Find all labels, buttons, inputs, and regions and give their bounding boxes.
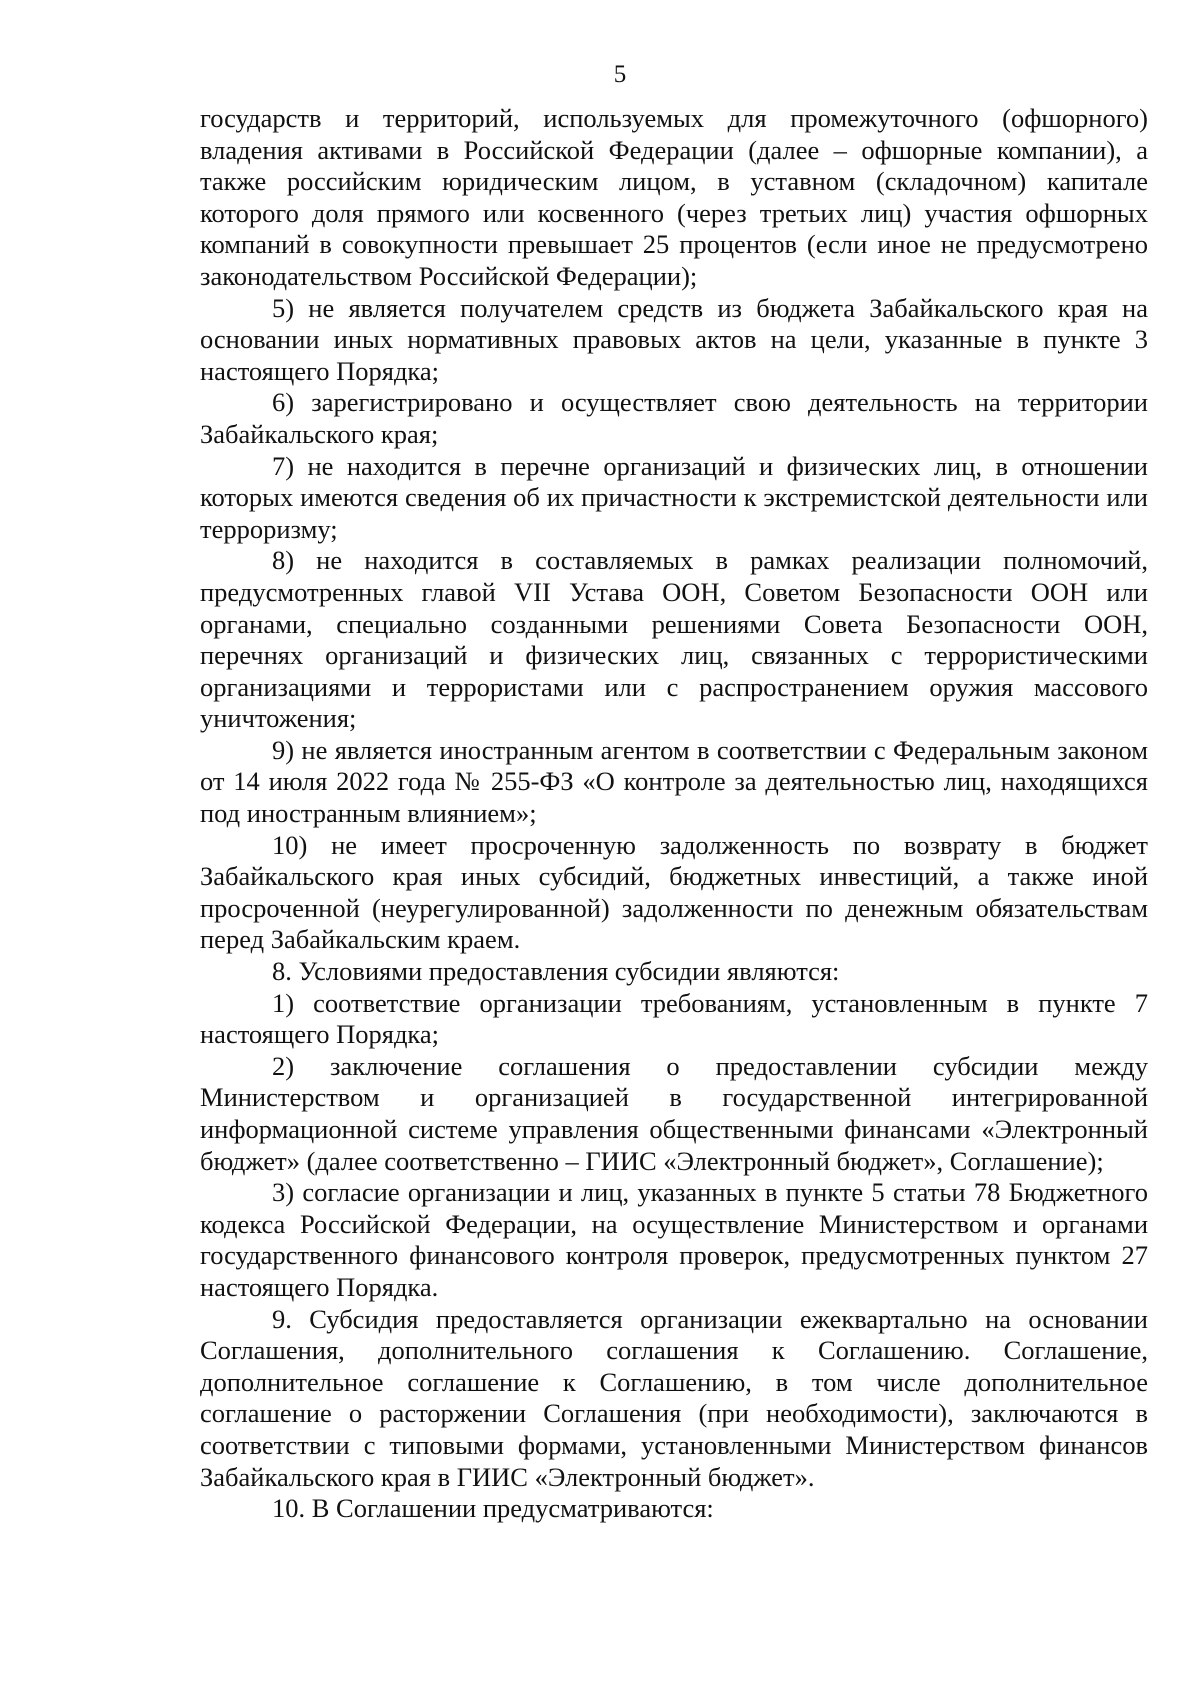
paragraph-section-8-heading: 8. Условиями предоставления субсидии являются: (272, 956, 840, 987)
paragraph-section-9: 9. Субсидия предоставляется организации ежеквартально на основании Соглашения, дополнительного соглашения к Соглашению. Соглашение, дополнительное соглашение к Соглашению, в том числе дополнительное соглашение о расторжении Соглашения (при необходимости), заключаются в соответствии с типовыми формами, установленными Министерством финансов Забайкальского края в ГИИС «Электронный бюджет». (200, 1303, 1148, 1492)
paragraph-item-8: 8) не находится в составляемых в рамках реализации полномочий, предусмотренных главой VII Устава ООН, Советом Безопасности ООН или органами, специально созданными решениями Совета Безопасности ООН, перечнях организаций и физических лиц, связанных с террористическими организациями и террористами или с распространением оружия массового уничтожения; (200, 545, 1148, 734)
paragraph-item-9: 9) не является иностранным агентом в соответствии с Федеральным законом от 14 июля 2022 года № 255-ФЗ «О контроле за деятельностью лиц, находящихся под иностранным влиянием»; (200, 734, 1148, 829)
paragraph-section-10-heading: 10. В Соглашении предусматриваются: (272, 1493, 714, 1524)
paragraph-offshore-continuation: государств и территорий, используемых для промежуточного (офшорного) владения активами в Российской Федерации (далее – офшорные компании), а также российским юридическим лицом, в уставном (складочном) капитале которого доля прямого или косвенного (через третьих лиц) участия офшорных компаний в совокупности превышает 25 процентов (если иное не предусмотрено законодательством Российской Федерации); (200, 103, 1148, 291)
page-number: 5 (613, 61, 627, 88)
paragraph-item-5: 5) не является получателем средств из бюджета Забайкальского края на основании иных нормативных правовых актов на цели, указанные в пункте 3 настоящего Порядка; (200, 292, 1148, 386)
paragraph-item-7: 7) не находится в перечне организаций и физических лиц, в отношении которых имеются сведения об их причастности к экстремистской деятельности или терроризму; (200, 450, 1148, 544)
paragraph-condition-2: 2) заключение соглашения о предоставлении субсидии между Министерством и организацией в государственной интегрированной информационной системе управления общественными финансами «Электронный бюджет» (далее соответственно – ГИИС «Электронный бюджет», Соглашение); (200, 1050, 1148, 1176)
paragraph-item-6: 6) зарегистрировано и осуществляет свою деятельность на территории Забайкальского края; (200, 387, 1148, 449)
paragraph-condition-3: 3) согласие организации и лиц, указанных в пункте 5 статьи 78 Бюджетного кодекса Российской Федерации, на осуществление Министерством и органами государственного финансового контроля проверок, предусмотренных пунктом 27 настоящего Порядка. (200, 1177, 1148, 1302)
paragraph-condition-1: 1) соответствие организации требованиям, установленным в пункте 7 настоящего Порядка; (200, 987, 1148, 1050)
paragraph-item-10: 10) не имеет просроченную задолженность по возврату в бюджет Забайкальского края иных субсидий, бюджетных инвестиций, а также иной просроченной (неурегулированной) задолженности по денежным обязательствам перед Забайкальским краем. (200, 829, 1148, 955)
document-body (200, 103, 1148, 1525)
